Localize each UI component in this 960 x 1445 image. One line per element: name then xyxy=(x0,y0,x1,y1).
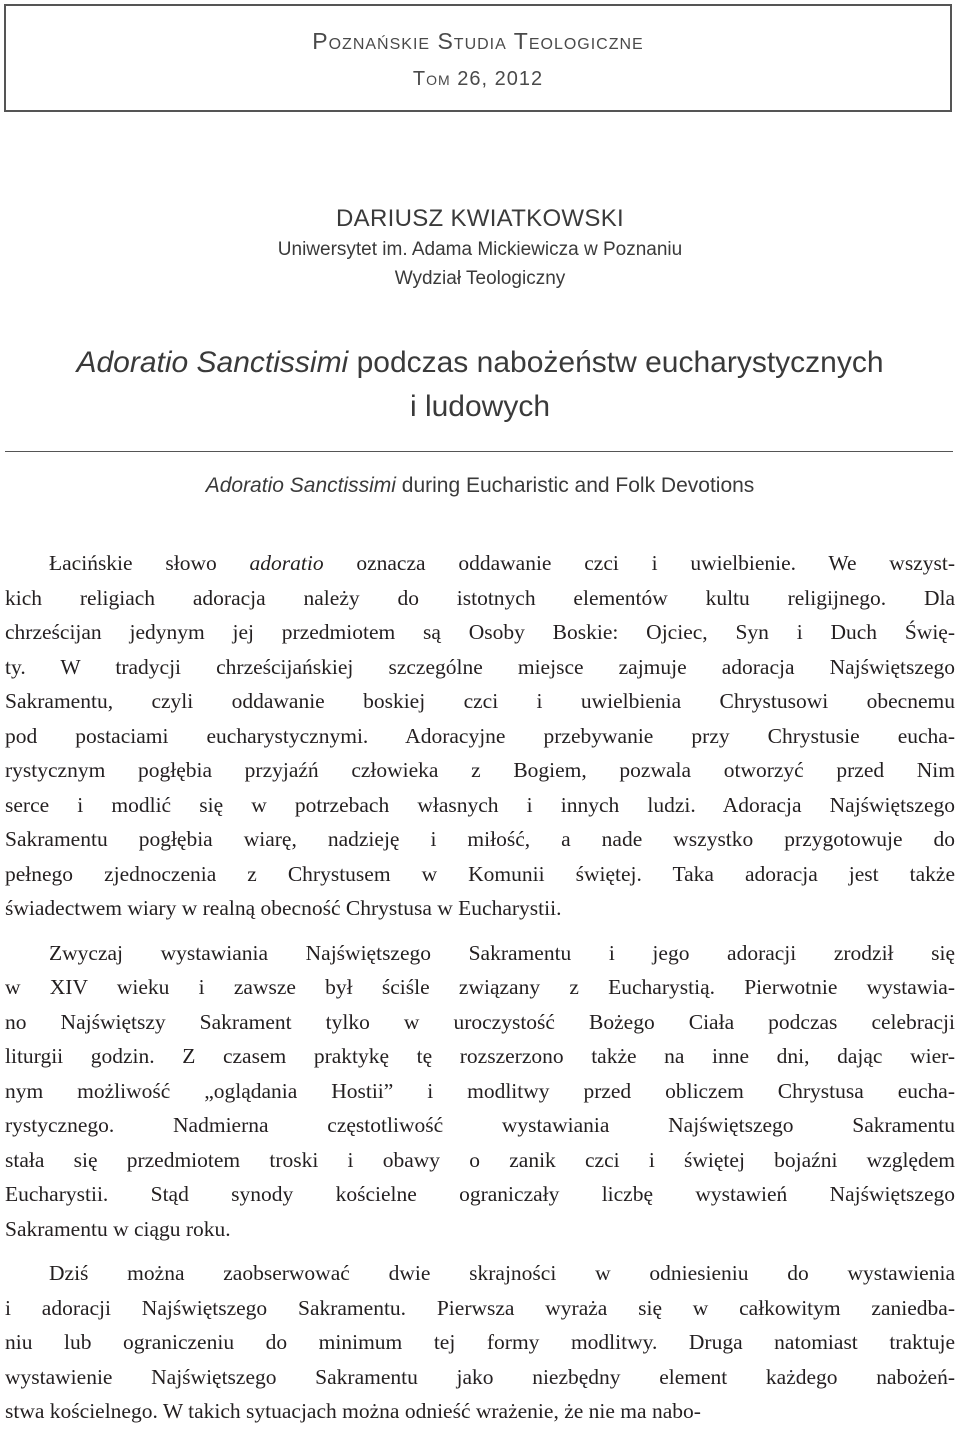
journal-header-box xyxy=(4,4,952,112)
author-name: DARIUSZ KWIATKOWSKI xyxy=(336,205,624,232)
text-line: Eucharystii. Stąd synody kościelne ograniczały liczbę wystawień Najświętszego xyxy=(5,1182,955,1206)
text-line: ty. W tradycji chrześcijańskiej szczególne miejsce zajmuje adoracja Najświętszego xyxy=(5,654,955,679)
article-title xyxy=(0,341,960,429)
text-fragment: oznacza oddawanie czci i uwielbienie. We wszyst- xyxy=(323,551,955,575)
text-line xyxy=(5,546,955,581)
author-block xyxy=(0,203,960,293)
text-line: kich religiach adoracja należy do istotnych elementów kultu religijnego. Dla xyxy=(5,585,955,610)
journal-volume: Tom 26, 2012 xyxy=(412,68,544,90)
paragraph xyxy=(5,546,955,926)
paragraph xyxy=(5,936,955,1247)
text-line: stwa kościelnego. W takich sytuacjach można odnieść wrażenie, że nie ma nabo- xyxy=(5,1399,701,1423)
title-divider xyxy=(5,451,953,452)
text-line: Sakramentu, czyli oddawanie boskiej czci i uwielbienia Chrystusowi obecnemu xyxy=(5,689,955,713)
text-line: Zwyczaj wystawiania Najświętszego Sakramentu i jego adoracji zrodził się xyxy=(49,940,955,965)
text-line: chrześcijan jedynym jej przedmiotem są Osoby Boskie: Ojciec, Syn i Duch Świę- xyxy=(5,620,955,644)
affiliation-university: Uniwersytet im. Adama Mickiewicza w Poznaniu xyxy=(277,239,683,260)
text-line: i adoracji Najświętszego Sakramentu. Pierwsza wyraża się w całkowitym zaniedba- xyxy=(5,1295,955,1320)
article-body xyxy=(5,546,955,1429)
article-title-line-1 xyxy=(0,341,960,385)
text-line: pełnego zjednoczenia z Chrystusem w Komunii świętej. Taka adoracja jest także xyxy=(5,861,955,886)
article-title-italic: Adoratio Sanctissimi xyxy=(76,346,349,379)
italic-term: adoratio xyxy=(249,551,324,575)
text-line: no Najświętszy Sakrament tylko w uroczystość Bożego Ciała podczas celebracji xyxy=(5,1009,955,1034)
text-fragment: Łacińskie słowo xyxy=(49,551,250,575)
text-line: rystycznego. Nadmierna częstotliwość wystawiania Najświętszego Sakramentu xyxy=(5,1113,955,1137)
text-line: wystawienie Najświętszego Sakramentu jako niezbędny element każdego nabożeń- xyxy=(5,1364,955,1389)
text-line: Sakramentu pogłębia wiarę, nadzieję i miłość, a nade wszystko przygotowuje do xyxy=(5,827,955,851)
text-line: świadectwem wiary w realną obecność Chrystusa w Eucharystii. xyxy=(5,896,562,920)
text-line: Dziś można zaobserwować dwie skrajności w odniesieniu do wystawienia xyxy=(49,1261,955,1285)
english-title-rest: during Eucharistic and Folk Devotions xyxy=(395,474,755,497)
text-line: nym możliwość „oglądania Hostii” i modlitwy przed obliczem Chrystusa eucha- xyxy=(5,1078,955,1103)
article-title-rest: podczas nabożeństw eucharystycznych xyxy=(348,346,884,379)
text-line: liturgii godzin. Z czasem praktykę tę rozszerzono także na inne dni, dając wier- xyxy=(5,1044,955,1068)
text-line: stała się przedmiotem troski i obawy o zanik czci i świętej bojaźni względem xyxy=(5,1147,955,1172)
text-line: niu lub ograniczeniu do minimum tej formy modlitwy. Druga natomiast traktuje xyxy=(5,1330,955,1354)
text-line: pod postaciami eucharystycznymi. Adoracyjne przebywanie przy Chrystusie eucha- xyxy=(5,723,955,748)
text-line: Sakramentu w ciągu roku. xyxy=(5,1216,231,1241)
english-title-italic: Adoratio Sanctissimi xyxy=(205,474,396,497)
paragraph xyxy=(5,1256,955,1429)
text-line: rystycznym pogłębia przyjaźń człowieka z Bogiem, pozwala otworzyć przed Nim xyxy=(5,758,955,782)
english-title xyxy=(0,474,960,498)
journal-title: Poznańskie Studia Teologiczne xyxy=(312,28,644,54)
affiliation-faculty: Wydział Teologiczny xyxy=(394,268,566,289)
text-line: serce i modlić się w potrzebach własnych i innych ludzi. Adoracja Najświętszego xyxy=(5,792,955,817)
text-line: w XIV wieku i zawsze był ściśle związany z Eucharystią. Pierwotnie wystawia- xyxy=(5,975,955,999)
article-title-line-2: i ludowych xyxy=(409,390,551,423)
